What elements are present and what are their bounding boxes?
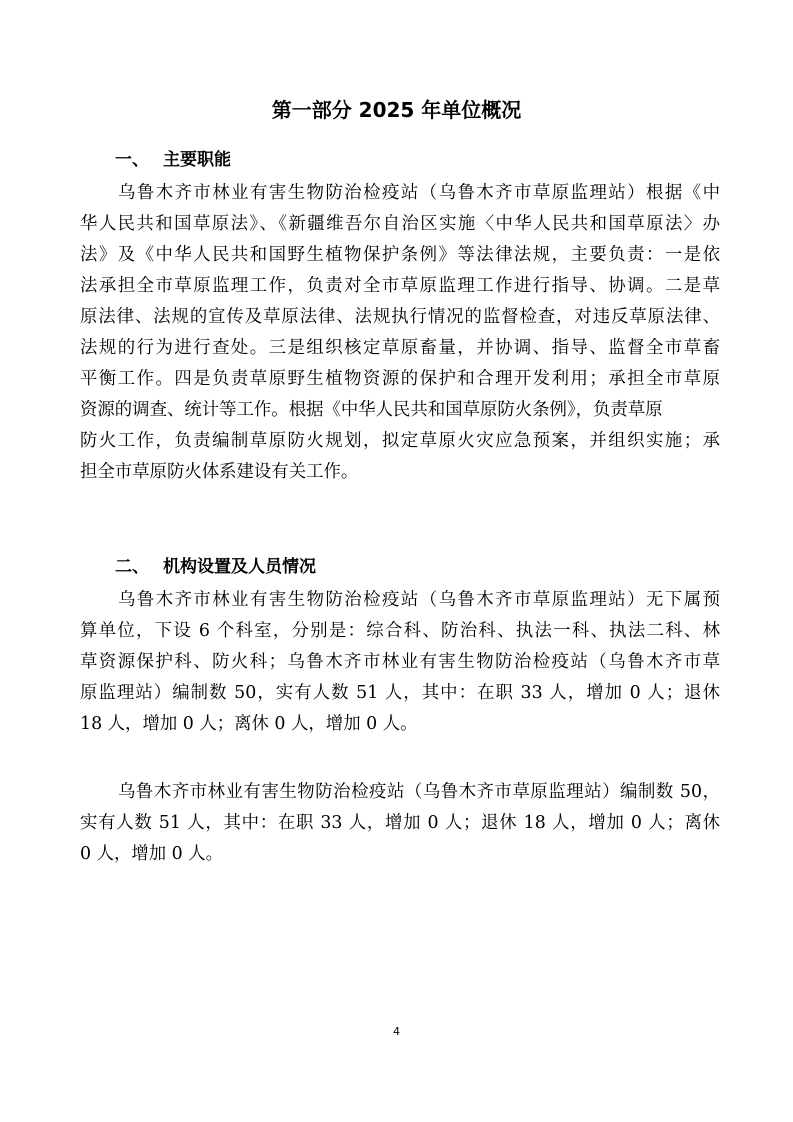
text-line: 乌鲁木齐市林业有害生物防治检疫站（乌鲁木齐市草原监理站）根据《中 [118, 183, 720, 203]
section-heading-text: 机构设置及人员情况 [163, 557, 316, 577]
text-line: 乌鲁木齐市林业有害生物防治检疫站（乌鲁木齐市草原监理站）编制数 50， [118, 782, 720, 802]
paragraph-organization [80, 585, 720, 740]
text-line: 乌鲁木齐市林业有害生物防治检疫站（乌鲁木齐市草原监理站）无下属预 [118, 590, 720, 610]
section-heading-text: 主要职能 [163, 150, 231, 170]
text-line: 18 人，增加 0 人；离休 0 人，增加 0 人。 [80, 714, 418, 734]
text-line: 法》及《中华人民共和国野生植物保护条例》等法律法规，主要负责：一是依 [80, 245, 720, 265]
text-line: 法规的行为进行查处。三是组织核定草原畜量，并协调、指导、监督全市草畜 [80, 338, 720, 358]
paragraph-main-functions [80, 178, 720, 488]
page-number: 4 [393, 1025, 400, 1038]
text-line: 原法律、法规的宣传及草原法律、法规执行情况的监督检查，对违反草原法律、 [80, 307, 720, 327]
text-line: 法承担全市草原监理工作，负责对全市草原监理工作进行指导、协调。二是草 [80, 276, 720, 296]
paragraph-staffing [80, 777, 720, 870]
text-line: 平衡工作。四是负责草原野生植物资源的保护和合理开发利用；承担全市草原 [80, 369, 720, 389]
section-heading-main-functions [115, 148, 231, 172]
text-line: 担全市草原防火体系建设有关工作。 [80, 462, 359, 482]
section-number: 二、 [115, 557, 149, 577]
text-line: 草资源保护科、防火科；乌鲁木齐市林业有害生物防治检疫站（乌鲁木齐市草 [80, 652, 720, 672]
text-line: 实有人数 51 人，其中：在职 33 人，增加 0 人；退休 18 人，增加 0 人；离休 [80, 813, 720, 833]
section-number: 一、 [115, 150, 149, 170]
text-line: 防火工作，负责编制草原防火规划，拟定草原火灾应急预案，并组织实施；承 [80, 431, 720, 451]
text-line: 原监理站）编制数 50，实有人数 51 人，其中：在职 33 人，增加 0 人；退休 [80, 683, 720, 703]
text-line: 资源的调查、统计等工作。根据《中华人民共和国草原防火条例》，负责草原 [80, 400, 663, 420]
section-heading-organization-staffing [115, 555, 316, 579]
text-line: 0 人，增加 0 人。 [80, 844, 224, 864]
page-title: 第一部分 2025 年单位概况 [271, 98, 522, 122]
text-line: 华人民共和国草原法》、《新疆维吾尔自治区实施〈中华人民共和国草原法〉办 [80, 214, 720, 234]
text-line: 算单位，下设 6 个科室，分别是：综合科、防治科、执法一科、执法二科、林 [80, 621, 720, 641]
